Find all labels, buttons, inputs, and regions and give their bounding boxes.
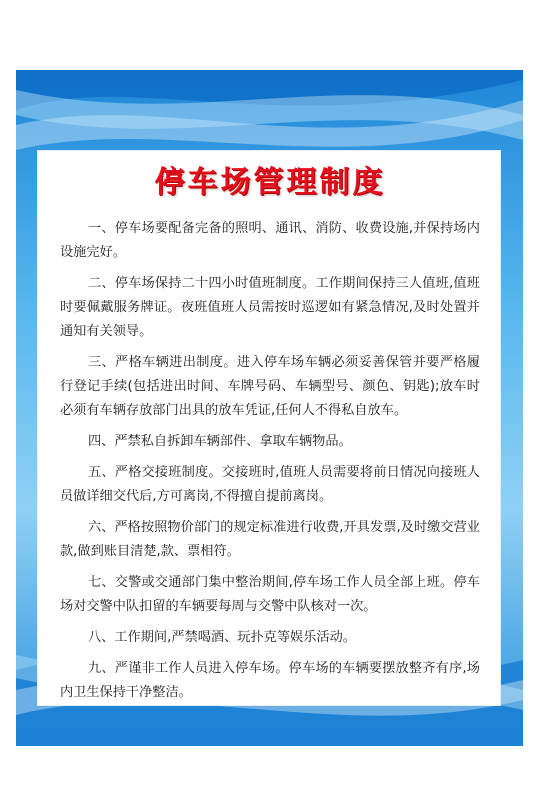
rule-item: 七、交警或交通部门集中整治期间,停车场工作人员全部上班。停车场对交警中队扣留的车辆要每周与交警中队核对一次。 [60,575,480,614]
page-title: 停车场管理制度 [154,165,386,200]
rule-item: 一、停车场要配备完备的照明、通讯、消防、收费设施,并保持场内设施完好。 [60,221,480,260]
rule-item: 五、严格交接班制度。交接班时,值班人员需要将前日情况向接班人员做详细交代后,方可离岗,不得擅自提前离岗。 [60,465,480,504]
rule-item: 六、严格按照物价部门的规定标准进行收费,开具发票,及时缴交营业款,做到账目清楚,款、票相符。 [60,520,480,559]
rule-item: 二、停车场保持二十四小时值班制度。工作期间保持三人值班,值班时要佩戴服务牌证。夜班值班人员需按时巡逻如有紧急情况,及时处置并通知有关领导。 [60,276,480,339]
rule-item: 四、严禁私自拆卸车辆部件、拿取车辆物品。 [88,434,352,449]
poster [16,70,523,746]
rule-item: 三、严格车辆进出制度。进入停车场车辆必须妥善保管并要严格履行登记手续(包括进出时间、车牌号码、车辆型号、颜色、钥匙);放车时必须有车辆存放部门出具的放车凭证,任何人不得私自放车。 [60,355,480,418]
rule-item: 八、工作期间,严禁喝酒、玩扑克等娱乐活动。 [88,630,356,645]
content-panel [37,150,501,706]
rule-item: 九、严谨非工作人员进入停车场。停车场的车辆要摆放整齐有序,场内卫生保持干净整洁。 [60,661,480,700]
rules-list [60,217,480,705]
